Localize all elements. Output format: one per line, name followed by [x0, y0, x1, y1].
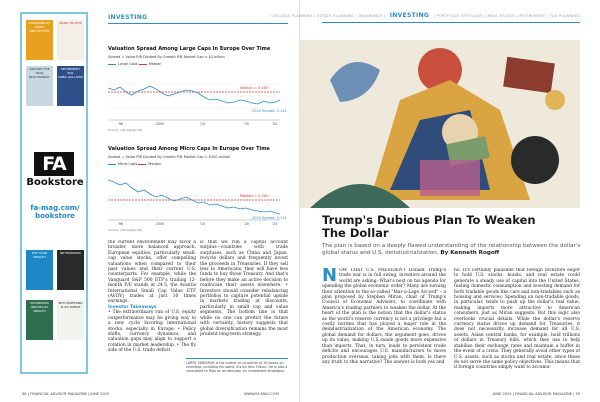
chart1-x-tick: '20 [244, 122, 249, 126]
left-folio-url: WWW.FA-MAG.COM [244, 392, 279, 396]
book-title: NETWORKING [60, 251, 81, 255]
chart1-x-tick: '24 [272, 122, 277, 126]
nav-item[interactable]: COLLEGE PLANNING [271, 14, 313, 18]
book-author: NICK MURRAY [29, 75, 50, 79]
left-body-column-1 [108, 240, 196, 390]
book-title: INVESTABILITY PRIDE [28, 21, 51, 29]
article-headline: Trump's Dubious Plan To Weaken The Dollar [322, 213, 536, 240]
book-cover[interactable] [26, 66, 53, 106]
section-rule [322, 22, 580, 23]
nav-item[interactable]: PORTFOLIO SPOTLIGHT [436, 14, 484, 18]
collage-illustration-icon [300, 40, 580, 208]
fa-logo: FA [34, 152, 74, 176]
book-title: AROUND THE YEAR [29, 67, 50, 75]
legend-label: Median [148, 162, 162, 166]
chart1-x-tick: '10 [200, 122, 205, 126]
nav-item-active[interactable]: INVESTING [389, 12, 430, 19]
book-title: WHY INVESTING IS SO SIMPLE [58, 301, 83, 309]
nav-item[interactable]: RETIREMENT [519, 14, 546, 18]
chart2-last-label: 2024 Spread: 0.114 [252, 216, 287, 220]
book-title: RETIREMENT FAIL [60, 67, 81, 75]
body-text: no. It's certainly plausible that foreign investors eager to hold U.S. stocks, bonds, and real estate could generate a steady use of capital into the United States, fueling domestic consumption and boosting demand for both tradable goods like cars and non-tradables such as housing and services. Spending on non-tradable goods, in particular, tends to push up the dollar's real value, making imports more attractive to American consumers, just as Miran suggests. But this logic also overlooks crucial details. While the dollar's reserve currency status drives up demand for Treasuries, it does not necessarily increase demand for all U.S. assets. Asian central banks, for example, hold trillions of dollars in Treasury bills, which they use to help stabilize their exchange rates and maintain a buffer in the event of a crisis. They generally avoid other types of U.S. assets, such as stocks and real estate, since these do not serve the same policy objectives. This means that if foreign countries simply want to accumu- [454, 268, 580, 371]
chart2-subtitle: Spread = Value P/B Divided By Growth P/B Market Cap < $300 million [108, 155, 231, 159]
bookstore-link[interactable]: fa-mag.com/ bookstore [30, 204, 80, 220]
legend-label: Large Caps [118, 62, 138, 66]
section-rule [108, 23, 288, 24]
book-author: BEN HUTTON [29, 29, 50, 33]
chart1-title: Valuation Spread Among Large Caps In Europe Over Time [108, 46, 271, 52]
chart2-x-tick: '10 [200, 222, 205, 226]
chart1-median-label: Median = 0.165 [240, 86, 268, 90]
book-cover[interactable] [26, 300, 53, 340]
chart1-source: Source: (AP Capital IQ) [108, 128, 143, 132]
book-title: PUT YOUR WEALTH [31, 251, 48, 259]
chart2-x-tick: '24 [272, 222, 277, 226]
left-body-column-2 [200, 240, 288, 356]
section-nav: COLLEGE PLANNING | ESTATE PLANNING | INSURANCE | INVESTING | PORTFOLIO SPOTLIGHT | REAL ESTATE | RETIREMENT | TAX PLANNING [271, 12, 580, 19]
nav-item[interactable]: ESTATE PLANNING [316, 14, 355, 18]
book-cover[interactable] [57, 66, 84, 106]
book-cover[interactable] [57, 20, 84, 60]
section-label: INVESTING [108, 14, 148, 21]
chart1-last-label: 2024 Spread: 0.155 [252, 109, 287, 113]
chart2-x-tick: '96 [118, 222, 123, 226]
legend-swatch [138, 164, 146, 165]
left-folio: 38 | FINANCIAL ADVISOR MAGAZINE | JUNE 2025 [22, 392, 110, 396]
byline: By Kenneth Rogoff [440, 250, 500, 256]
book-title: BASIC TRUTHS [59, 21, 82, 25]
book-author: GREG GULLIVAN [58, 75, 83, 79]
body-text: the current environment may favor a broader, more balanced approach. European equities, particularly small-cap value stocks, offer compelling valuations when compared to their past values and their current U.S. counterparts. For example, while the Vanguard S&P 500 ETF's trailing 12-month P/E stands at 24.5, the Avantis International Small Cap Value ETF (AVDV) trades at just 10 times earnings. [108, 240, 196, 305]
body-text: OW THAT U.S. PRESIDENT Donald Trump's trade war is in full swing, investors around the world are asking: What's next on his agenda for upending the global economic order? Many are turning their attention to the so-called "Mar-a-Lago Accord" – a plan proposed by Stephen Miran, chair of Trump's Council of Economic Advisers, to coordinate with America's trading partners to weaken the dollar. At the heart of the plan is the notion that the dollar's status as the world's reserve currency is not a privilege but a costly burden that has played a major role in the deindustrialization of the American economy. The global demand for dollars, the argument goes, drives up its value, making U.S.-made goods more expensive than imports. That, in turn, leads to persistent trade deficits and encourages U.S. manufacturers to move production overseas, taking jobs with them. Is there any truth to this narrative? The answer is both yes and [322, 268, 446, 365]
body-text: is that we run a capital account surplus—countries with trade surpluses, such as China and Japan, recycle dollars and frequently invest the proceeds in Treasuries. If they sell less to Americans, they will have less funds to buy those Treasury. And that's before they make an active decision to reallocate their assets elsewhere. • Investors should consider rebalancing portfolios to capture potential upside in markets trading at discounts, particularly in small cap and value segments. The bottom line is that while no one can predict the future with certainty, history suggests that global diversification remains the most prudent long-term strategy. [200, 240, 288, 337]
chart1-x-tick: '96 [118, 122, 123, 126]
legend-swatch [108, 164, 116, 165]
chart2-source: Source: (AP Capital IQ) [108, 228, 143, 232]
article-dek [322, 243, 584, 257]
book-cover[interactable] [57, 250, 84, 290]
subheading: Investor Takeaways [108, 304, 157, 310]
chart2-x-tick: '20 [244, 222, 249, 226]
chart1-subtitle: Spread = Value P/B Divided By Growth P/B Market Cap > $2 billion [108, 55, 225, 59]
legend-label: Micro Caps [118, 162, 138, 166]
feature-illustration [300, 40, 580, 208]
legend-label: Median [148, 62, 162, 66]
right-body-column-2 [454, 268, 580, 390]
author-bio: LARRY SWEDROE is the author or co-author of 18 books on investing, including his latest, Enrich Your Future. He is also a consultant to RIAs as an educator on investment strategies. [186, 358, 288, 373]
bookstore-ad[interactable] [20, 12, 88, 374]
nav-item[interactable]: TAX PLANNING [549, 14, 580, 18]
book-title: MAXIMIZING INDIVIDUAL WEALTH [30, 301, 49, 313]
legend-swatch [108, 64, 116, 65]
nav-item[interactable]: REAL ESTATE [488, 14, 515, 18]
chart2-title: Valuation Spread Among Micro Caps In Europe Over Time [108, 146, 270, 152]
right-body-column-1 [322, 268, 446, 390]
book-cover[interactable] [26, 20, 53, 60]
body-text: • The extraordinary run of U.S. equity outperformance may be giving way to a new cycle favoring international stocks, especially in Europe. • Policy shifts, currency dynamics, and valuation gaps may align to support a rotation in market leadership. • The fly side of the U.S. trade deficit [108, 310, 196, 354]
chart2-plot [104, 170, 288, 226]
book-cover[interactable] [57, 300, 84, 340]
chart1-x-tick: 2000 [156, 122, 165, 126]
chart2-legend [108, 162, 161, 166]
drop-cap: N [322, 268, 338, 286]
bookstore-brand: Bookstore [26, 177, 84, 188]
dek-text: The plan is based on a deeply flawed understanding of the relationship between the dollar's global status and U.S. deindustrialization. [322, 243, 581, 256]
chart1-legend [108, 62, 161, 66]
legend-swatch [139, 64, 147, 65]
nav-item[interactable]: INSURANCE [358, 14, 383, 18]
book-cover[interactable] [26, 250, 53, 290]
right-folio: JUNE 2025 | FINANCIAL ADVISOR MAGAZINE | 39 [492, 392, 580, 396]
chart2-median-label: Median = 0.250 [240, 194, 268, 198]
chart2-x-tick: 2000 [156, 222, 165, 226]
chart1-plot [104, 70, 288, 126]
